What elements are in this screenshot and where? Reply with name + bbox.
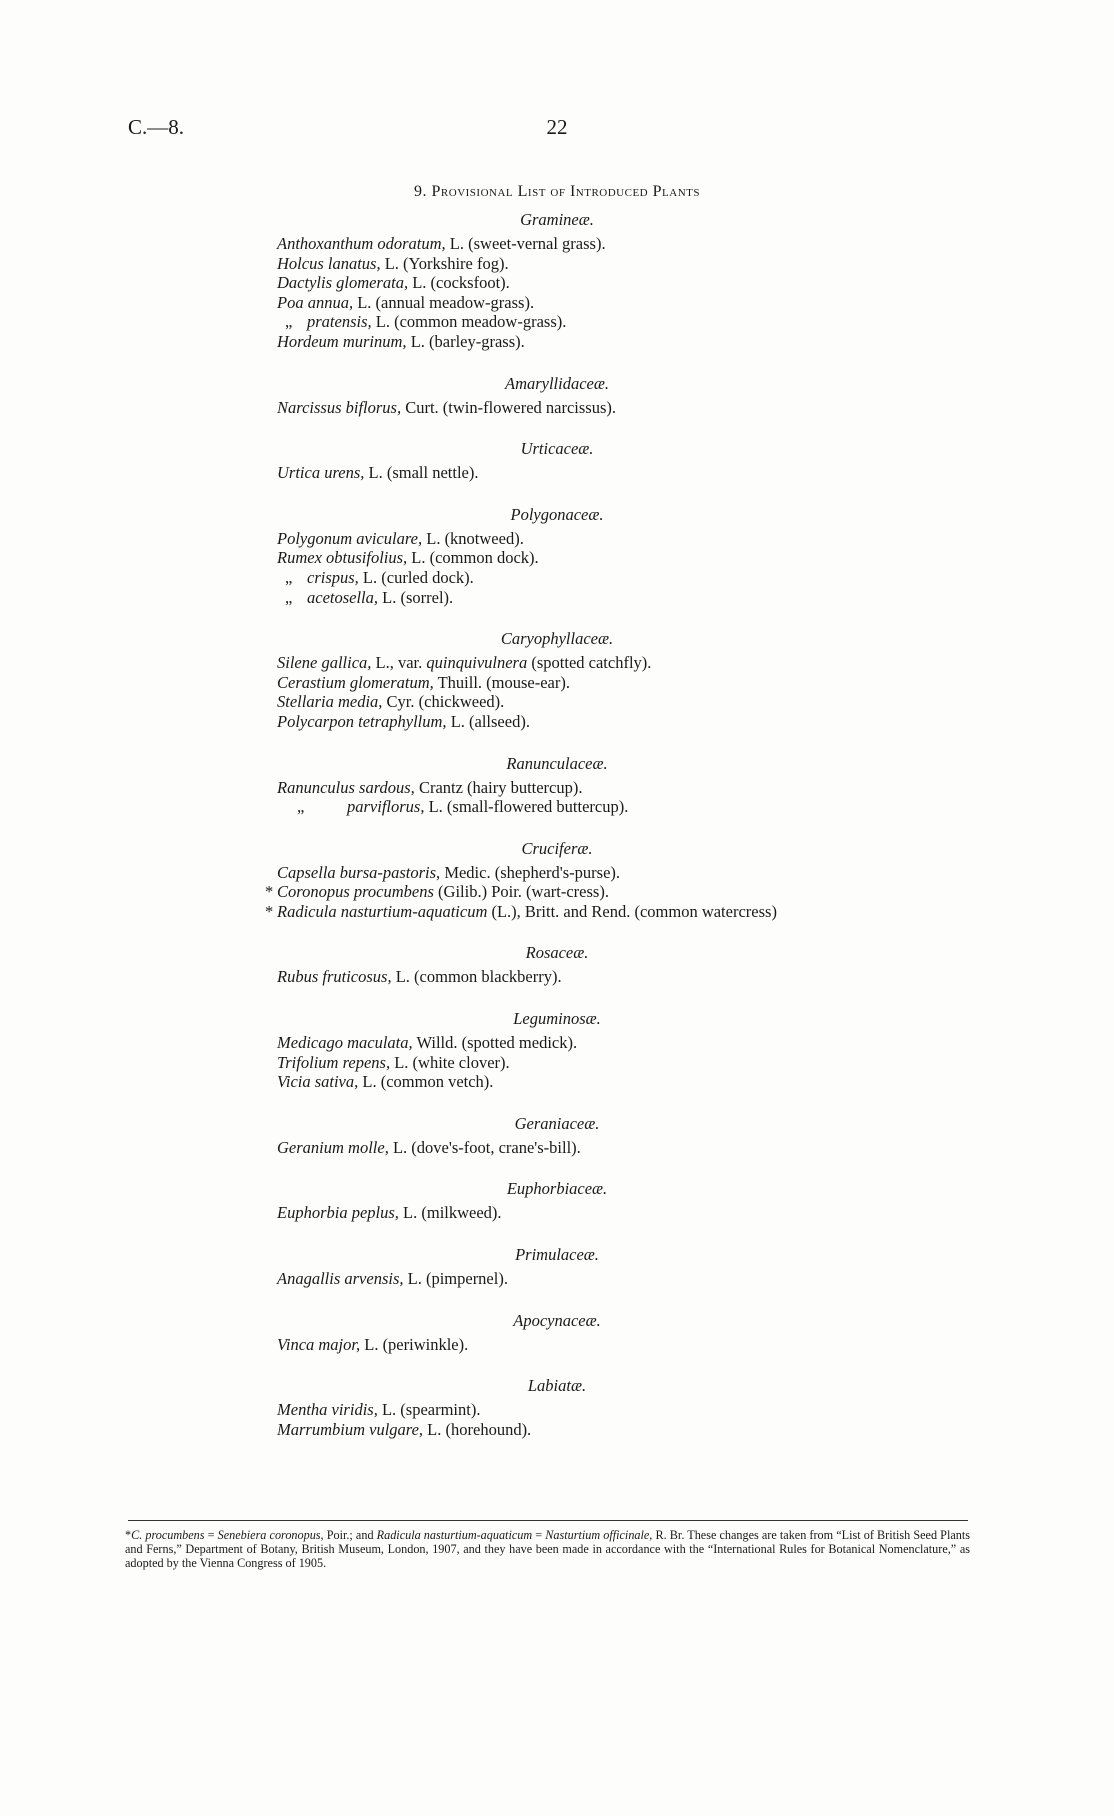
species-name: Trifolium repens, — [277, 1052, 391, 1072]
species-name: Cerastium glomeratum, — [277, 672, 434, 692]
species-details: L., var. — [371, 653, 427, 673]
ditto-mark: „ — [285, 312, 293, 332]
species-details: L. (annual meadow-grass). — [353, 292, 535, 312]
species-entry — [277, 1053, 1017, 1073]
family-section — [277, 754, 1017, 817]
species-name: Radicula nasturtium-aquaticum — [277, 901, 488, 921]
species-entry — [277, 398, 1017, 418]
species-details: L. (small nettle). — [364, 463, 479, 483]
species-entry — [265, 882, 1017, 902]
family-heading: Leguminosæ. — [513, 1009, 601, 1029]
species-entry — [277, 1420, 1017, 1440]
footnote — [125, 1528, 970, 1571]
species-name: Ranunculus sardous, — [277, 777, 415, 797]
family-heading: Apocynaceæ. — [513, 1310, 601, 1330]
footnote-star: * — [125, 1528, 132, 1542]
family-section — [277, 1311, 1017, 1355]
species-details: L. (milkweed). — [398, 1203, 502, 1223]
family-heading: Labiatæ. — [527, 1376, 587, 1396]
species-entry — [277, 692, 1017, 712]
species-details: L. (horehound). — [423, 1419, 532, 1439]
species-entry — [277, 568, 1017, 588]
species-entry — [277, 529, 1017, 549]
family-heading: Amaryllidaceæ. — [504, 373, 610, 393]
species-details: L. (sweet-vernal grass). — [445, 234, 606, 253]
species-name: Anagallis arvensis, — [277, 1269, 404, 1289]
species-name: Vinca major, — [277, 1334, 361, 1354]
variety-name: quinquivulnera — [426, 653, 528, 673]
species-name: crispus, — [307, 567, 359, 587]
species-name: Rumex obtusifolius, — [277, 548, 408, 568]
species-name: Silene gallica, — [277, 653, 372, 673]
species-details: L. (dove's-foot, crane's-bill). — [388, 1137, 581, 1157]
footnote-text-4: R. Br. These changes are taken from “List of British Seed Plants and Ferns,” Department of Botany, British Museum, London, 1907, and they have been made in accordance with the “International Rules for Botanical Nomenclature,” as adopted by the Vienna Congress of 1905. — [125, 1528, 970, 1571]
species-name: Vicia sativa, — [277, 1072, 359, 1092]
species-entry — [265, 901, 1017, 922]
family-heading: Cruciferæ. — [521, 838, 593, 858]
family-section — [277, 943, 1017, 987]
species-details: L. (common blackberry). — [391, 967, 562, 987]
species-entry — [277, 1335, 1017, 1355]
species-entry — [277, 1400, 1017, 1420]
species-entry — [277, 234, 1017, 254]
species-details: Cyr. (chickweed). — [382, 692, 505, 712]
family-heading: Polygonaceæ. — [510, 504, 604, 524]
species-entry — [277, 863, 1017, 883]
species-entry — [277, 463, 1017, 483]
species-details: L. (sorrel). — [378, 587, 454, 607]
family-heading: Gramineæ. — [520, 210, 594, 229]
species-details: (L.), Britt. and Rend. (common watercress) — [487, 901, 777, 921]
species-entry — [277, 1033, 1017, 1053]
species-details: L. (common dock). — [407, 548, 539, 568]
species-details: Curt. (twin-flowered narcissus). — [401, 397, 616, 417]
species-details: L. (periwinkle). — [360, 1334, 469, 1354]
species-name: Dactylis glomerata, — [277, 273, 409, 293]
species-name: Geranium molle, — [277, 1137, 389, 1157]
family-heading: Rosaceæ. — [525, 943, 589, 963]
species-entry — [277, 673, 1017, 693]
species-details: L. (allseed). — [446, 711, 530, 731]
species-name: Poa annua, — [277, 292, 354, 312]
species-name: parviflorus, — [347, 797, 425, 817]
footnote-text-1: = — [204, 1528, 218, 1542]
species-details: L. (small-flowered buttercup). — [424, 797, 629, 817]
species-name: Stellaria media, — [277, 692, 383, 712]
species-details: L. (common meadow-grass). — [371, 312, 567, 332]
species-entry — [277, 312, 1017, 332]
species-details: Crantz (hairy buttercup). — [414, 777, 583, 797]
family-section — [277, 1245, 1017, 1289]
species-entry — [277, 1269, 1017, 1289]
ditto-mark: „ — [285, 587, 293, 607]
footnote-italic-4: Nasturtium officinale, — [545, 1528, 653, 1542]
footnote-italic-3: Radicula nasturtium-aquaticum — [376, 1528, 533, 1542]
family-section — [277, 374, 1017, 418]
species-entry — [277, 1138, 1017, 1158]
family-section — [277, 1376, 1017, 1439]
family-section — [277, 210, 1017, 352]
species-entry — [277, 273, 1017, 293]
species-name: Anthoxanthum odoratum, — [277, 234, 446, 253]
family-section — [277, 1179, 1017, 1223]
species-entry — [277, 778, 1017, 798]
family-heading: Ranunculaceæ. — [506, 753, 608, 773]
ditto-mark: „ — [297, 797, 305, 817]
species-details: L. (knotweed). — [422, 528, 524, 548]
species-details: L. (white clover). — [390, 1052, 510, 1072]
variety-details: (spotted catchfly). — [527, 653, 652, 673]
species-entry — [277, 1203, 1017, 1223]
species-entry — [277, 1072, 1017, 1092]
species-name: Capsella bursa-pastoris, — [277, 862, 441, 882]
species-entry — [277, 653, 1017, 673]
family-heading: Euphorbiaceæ. — [506, 1179, 608, 1199]
species-entry — [277, 293, 1017, 313]
species-details: L. (curled dock). — [358, 567, 474, 587]
species-entry — [277, 712, 1017, 732]
list-number: 9. — [414, 183, 428, 200]
species-entry — [277, 548, 1017, 568]
page-number: 22 — [546, 115, 568, 139]
species-details: L. (common vetch). — [358, 1072, 494, 1092]
species-entry — [277, 967, 1017, 987]
species-name: Coronopus procumbens — [277, 882, 434, 902]
species-name: Polygonum aviculare, — [277, 528, 423, 548]
species-name: Rubus fruticosus, — [277, 967, 392, 987]
species-name: pratensis, — [307, 312, 372, 332]
species-name: Polycarpon tetraphyllum, — [277, 711, 447, 731]
list-title — [0, 183, 1114, 201]
species-entry — [277, 332, 1017, 352]
species-details: Thuill. (mouse-ear). — [433, 672, 570, 692]
species-name: Holcus lanatus, — [277, 253, 381, 273]
footnote-marker: * — [265, 901, 274, 921]
species-entry — [277, 797, 1017, 817]
family-heading: Geraniaceæ. — [514, 1113, 600, 1133]
species-name: Narcissus biflorus, — [277, 397, 402, 417]
family-heading: Primulaceæ. — [515, 1245, 599, 1265]
family-section — [265, 838, 1017, 922]
family-heading: Caryophyllaceæ. — [500, 629, 614, 649]
species-name: Medicago maculata, — [277, 1033, 413, 1053]
species-name: Mentha viridis, — [277, 1400, 378, 1420]
footnote-italic-1: C. procumbens — [131, 1528, 205, 1542]
family-section — [277, 1009, 1017, 1092]
footnote-italic-2: Senebiera coronopus, — [217, 1528, 324, 1542]
species-entry — [277, 254, 1017, 274]
species-entry — [277, 588, 1017, 608]
ditto-mark: „ — [285, 567, 293, 587]
plant-list — [265, 210, 1017, 1461]
species-details: Medic. (shepherd's-purse). — [440, 862, 621, 882]
family-section — [277, 629, 1017, 731]
species-details: (Gilib.) Poir. (wart-cress). — [433, 882, 609, 902]
footnote-marker: * — [265, 882, 274, 902]
species-name: Hordeum murinum, — [277, 331, 407, 351]
species-details: L. (barley-grass). — [406, 331, 525, 351]
species-details: L. (cocksfoot). — [408, 273, 510, 293]
species-details: Willd. (spotted medick). — [412, 1033, 578, 1053]
species-details: L. (spearmint). — [377, 1400, 481, 1420]
family-section — [277, 439, 1017, 483]
list-title-text: Provisional List of Introduced Plants — [431, 183, 700, 200]
document-reference: C.—8. — [128, 115, 185, 139]
footnote-divider — [128, 1520, 968, 1521]
family-section — [277, 1114, 1017, 1158]
species-name: Euphorbia peplus, — [277, 1203, 399, 1223]
species-details: L. (pimpernel). — [403, 1269, 508, 1289]
footnote-text-2: Poir.; and — [323, 1528, 377, 1542]
species-name: Marrumbium vulgare, — [277, 1419, 424, 1439]
footnote-text-3: = — [532, 1528, 546, 1542]
species-details: L. (Yorkshire fog). — [380, 253, 509, 273]
species-name: Urtica urens, — [277, 463, 365, 483]
family-section — [277, 505, 1017, 607]
family-heading: Urticaceæ. — [520, 439, 594, 459]
species-name: acetosella, — [307, 587, 379, 607]
